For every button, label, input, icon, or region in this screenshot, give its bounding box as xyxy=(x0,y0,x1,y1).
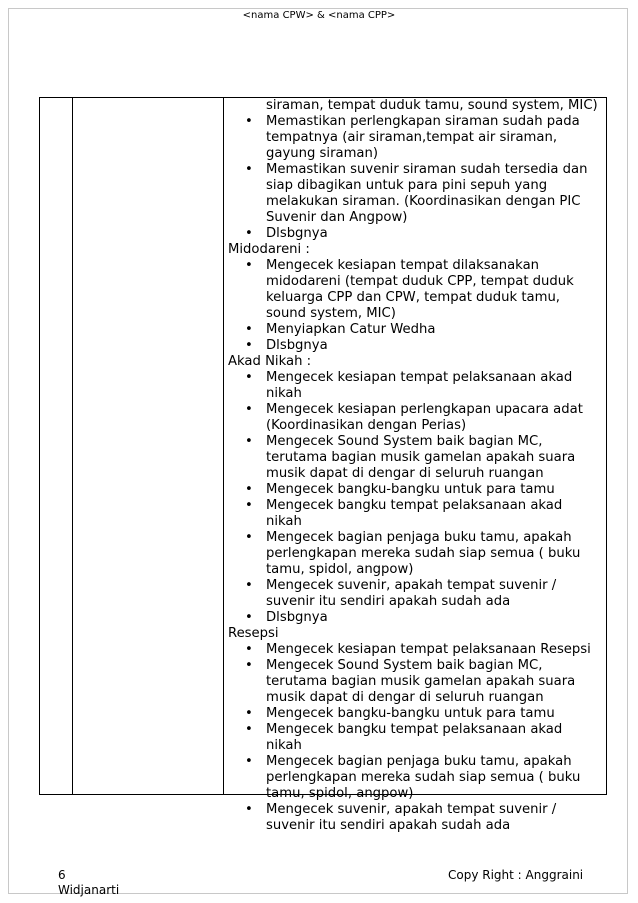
bullet-icon: • xyxy=(245,114,253,129)
bullet-icon: • xyxy=(245,162,253,177)
section-list xyxy=(228,370,602,626)
activity-cell xyxy=(228,98,602,834)
column-divider xyxy=(72,98,73,794)
bullet-icon: • xyxy=(245,610,253,625)
list-item: • Dlsbgnya xyxy=(245,610,328,625)
list-item: • Mengecek bangku tempat pelaksanaan akad nikah xyxy=(245,498,563,529)
footer-page-info xyxy=(58,868,119,898)
bullet-icon: • xyxy=(245,642,253,657)
section-heading: Akad Nikah : xyxy=(228,354,312,369)
list-item: • Mengecek Sound System baik bagian MC, terutama bagian musik gamelan apakah suara musik dapat di dengar di seluruh ruangan xyxy=(245,434,576,481)
list-item: • Mengecek bagian penjaga buku tamu, apakah perlengkapan mereka sudah siap semua ( buku tamu, spidol, angpow) xyxy=(245,754,581,801)
list-item: • Dlsbgnya xyxy=(245,338,328,353)
list-item: • Memastikan perlengkapan siraman sudah pada tempatnya (air siraman,tempat air siraman, gayung siraman) xyxy=(245,114,580,161)
section-heading: Midodareni : xyxy=(228,242,310,257)
list-item: • Mengecek kesiapan tempat dilaksanakan midodareni (tempat duduk CPP, tempat duduk keluarga CPP dan CPW, tempat duduk tamu, sound system, MIC) xyxy=(245,258,574,321)
list-item: • Mengecek kesiapan tempat pelaksanaan akad nikah xyxy=(245,370,573,401)
list-item: • Mengecek bangku-bangku untuk para tamu xyxy=(245,482,555,497)
page-header: <nama CPW> & <nama CPP> xyxy=(242,10,396,21)
bullet-icon: • xyxy=(245,578,253,593)
footer-author-continued: Widjanarti xyxy=(58,883,120,897)
bullet-icon: • xyxy=(245,370,253,385)
continued-text: siraman, tempat duduk tamu, sound system, MIC) xyxy=(266,98,598,113)
list-item: • Mengecek kesiapan tempat pelaksanaan Resepsi xyxy=(245,642,591,657)
list-item: • Mengecek kesiapan perlengkapan upacara adat (Koordinasikan dengan Perias) xyxy=(245,402,583,433)
section-heading: Resepsi xyxy=(228,626,279,641)
footer-copyright: Copy Right : Anggraini xyxy=(448,868,584,882)
list-item: • Menyiapkan Catur Wedha xyxy=(245,322,436,337)
list-item: • Mengecek suvenir, apakah tempat suvenir / suvenir itu sendiri apakah sudah ada xyxy=(245,802,557,833)
bullet-icon: • xyxy=(245,722,253,737)
bullet-icon: • xyxy=(245,338,253,353)
bullet-icon: • xyxy=(245,402,253,417)
bullet-icon: • xyxy=(245,258,253,273)
bullet-icon: • xyxy=(245,706,253,721)
bullet-icon: • xyxy=(245,802,253,817)
content-table xyxy=(39,97,607,833)
list-item: • Mengecek bangku-bangku untuk para tamu xyxy=(245,706,555,721)
column-divider xyxy=(223,98,224,794)
list-item: • Dlsbgnya xyxy=(245,226,328,241)
bullet-icon: • xyxy=(245,226,253,241)
section-list xyxy=(228,642,602,834)
list-item: • Memastikan suvenir siraman sudah tersedia dan siap dibagikan untuk para pini sepuh yang melakukan siraman. (Koordinasikan dengan PIC Suvenir dan Angpow) xyxy=(245,162,588,225)
bullet-icon: • xyxy=(245,434,253,449)
bullet-icon: • xyxy=(245,482,253,497)
bullet-icon: • xyxy=(245,322,253,337)
lead-list xyxy=(228,114,602,242)
list-item: • Mengecek suvenir, apakah tempat suvenir / suvenir itu sendiri apakah sudah ada xyxy=(245,578,557,609)
bullet-icon: • xyxy=(245,754,253,769)
list-item: • Mengecek bagian penjaga buku tamu, apakah perlengkapan mereka sudah siap semua ( buku tamu, spidol, angpow) xyxy=(245,530,581,577)
page-number: 6 xyxy=(58,868,66,882)
list-item: • Mengecek bangku tempat pelaksanaan akad nikah xyxy=(245,722,563,753)
bullet-icon: • xyxy=(245,530,253,545)
list-item: • Mengecek Sound System baik bagian MC, terutama bagian musik gamelan apakah suara musik dapat di dengar di seluruh ruangan xyxy=(245,658,576,705)
bullet-icon: • xyxy=(245,658,253,673)
bullet-icon: • xyxy=(245,498,253,513)
section-list xyxy=(228,258,602,354)
